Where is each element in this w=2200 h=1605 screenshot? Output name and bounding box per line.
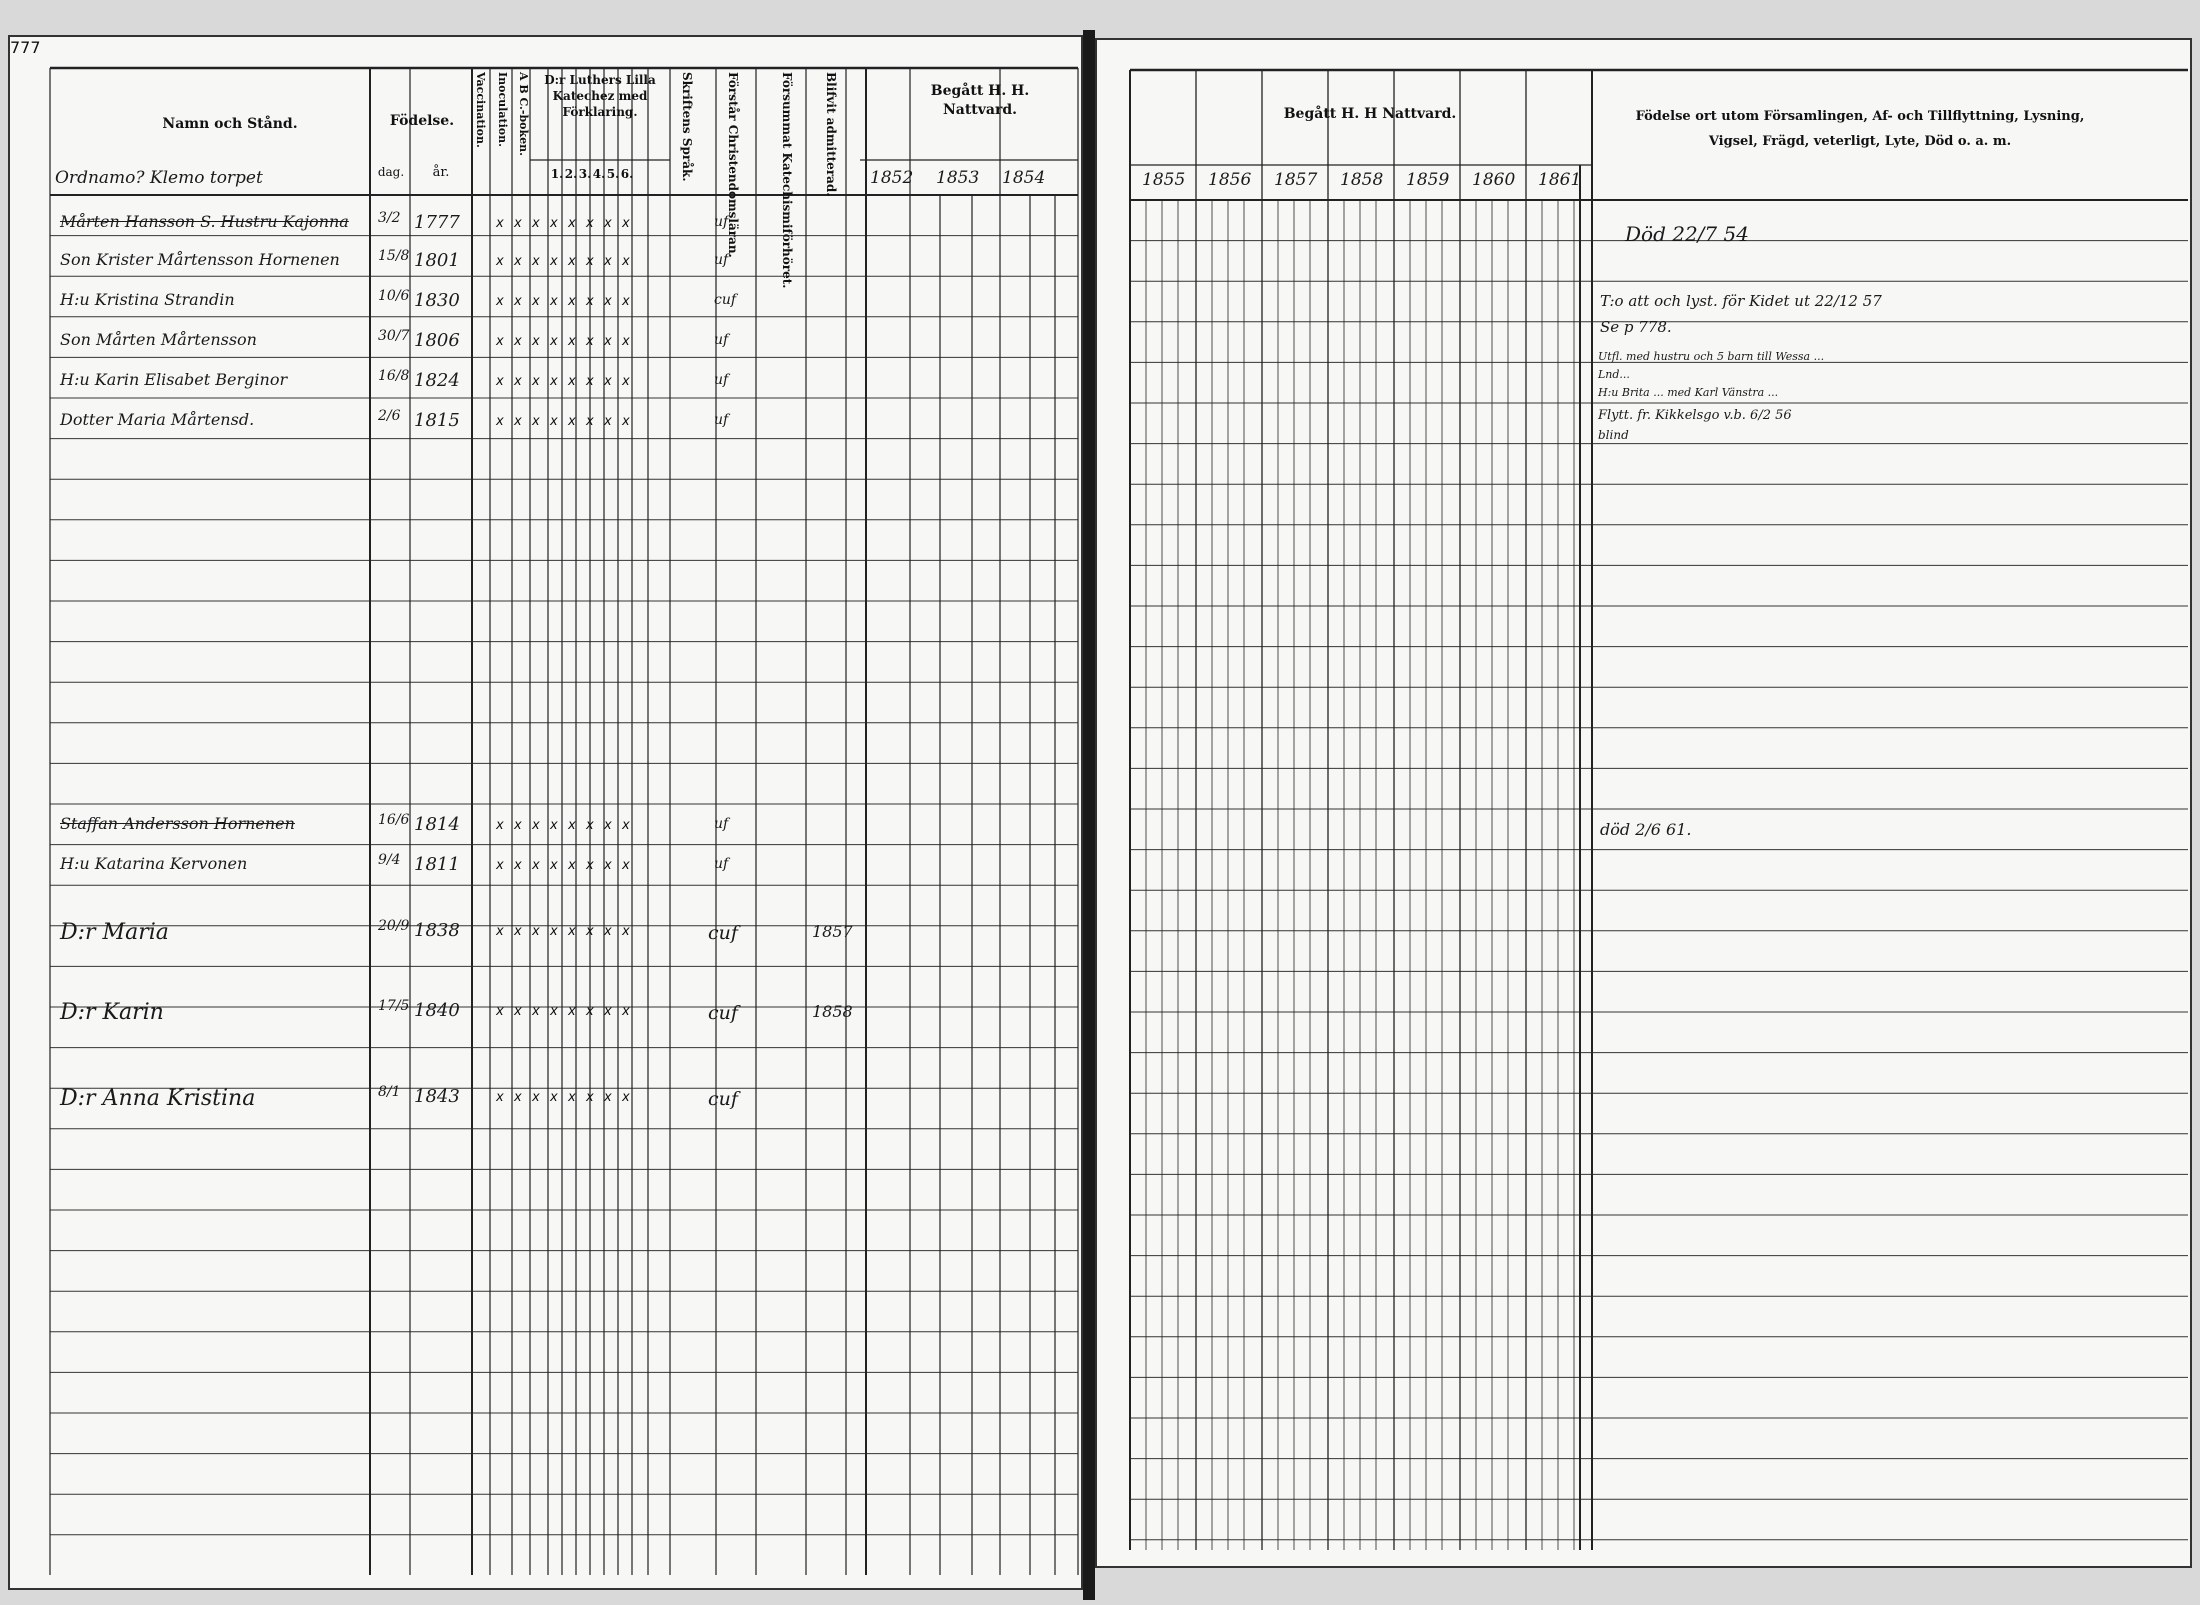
- person-language: uf: [714, 816, 729, 832]
- catechism-check-mark: x: [604, 374, 612, 389]
- catechism-check-mark: x: [568, 414, 576, 429]
- catechism-check-mark: x: [514, 254, 522, 269]
- header-notes: Födelse ort utom Församlingen, Af- och Tillflyttning, Lysning, Vigsel, Frägd, veterligt, Lyte, Död o. a. m.: [1635, 109, 2085, 149]
- catechism-check-mark: x: [496, 334, 504, 349]
- catechism-check-mark: x: [568, 216, 576, 231]
- catechism-check-mark: x: [622, 414, 630, 429]
- person-birth-day: 17/5: [378, 998, 410, 1014]
- header-admitted: Blifvit admitterad.: [824, 72, 838, 197]
- person-name: H:u Kristina Strandin: [60, 290, 235, 309]
- person-name: Son Krister Mårtensson Hornenen: [60, 250, 340, 269]
- catechism-check-mark: x: [514, 1004, 522, 1019]
- catechism-check-mark: x: [568, 334, 576, 349]
- person-name: Dotter Maria Mårtensd.: [60, 410, 255, 429]
- person-birth-year: 1843: [414, 1086, 460, 1107]
- person-birth-year: 1840: [414, 1000, 460, 1021]
- person-language: uf: [714, 214, 729, 230]
- catechism-check-mark: x: [604, 924, 612, 939]
- catechism-check-mark: x: [496, 924, 504, 939]
- catechism-check-mark: x: [604, 294, 612, 309]
- person-name: H:u Katarina Kervonen: [60, 854, 248, 873]
- catechism-check-mark: x: [496, 294, 504, 309]
- catechism-check-mark: x: [532, 1090, 540, 1105]
- catechism-check-mark: x: [622, 1090, 630, 1105]
- catechism-check-mark: x: [532, 374, 540, 389]
- luther-part-label: 1.: [550, 167, 564, 181]
- note-moved-from: Flytt. fr. Kikkelsgo v.b. 6/2 56: [1598, 408, 1792, 423]
- person-birth-day: 2/6: [378, 408, 401, 424]
- catechism-check-mark: x: [622, 924, 630, 939]
- person-birth-day: 16/6: [378, 812, 410, 828]
- catechism-check-mark: x: [586, 858, 594, 873]
- person-birth-day: 30/7: [378, 328, 410, 344]
- person-name: D:r Anna Kristina: [60, 1086, 256, 1111]
- note-death-staffan: död 2/6 61.: [1600, 820, 1692, 839]
- person-name: D:r Karin: [60, 1000, 164, 1025]
- person-birth-day: 20/9: [378, 918, 410, 934]
- catechism-check-mark: x: [586, 924, 594, 939]
- catechism-check-mark: x: [532, 414, 540, 429]
- catechism-check-mark: x: [532, 294, 540, 309]
- communion-year: 1853: [936, 168, 980, 188]
- person-name: Mårten Hansson S. Hustru Kajonna: [60, 212, 349, 231]
- person-birth-year: 1824: [414, 370, 460, 391]
- person-birth-year: 1838: [414, 920, 460, 941]
- catechism-check-mark: x: [550, 254, 558, 269]
- header-vaccination: Vaccination.: [474, 72, 487, 148]
- catechism-check-mark: x: [550, 924, 558, 939]
- communion-year: 1857: [1274, 170, 1318, 190]
- catechism-check-mark: x: [550, 334, 558, 349]
- note-emigration: Utfl. med hustru och 5 barn till Wessa ...: [1598, 350, 1825, 363]
- catechism-check-mark: x: [532, 1004, 540, 1019]
- catechism-check-mark: x: [586, 254, 594, 269]
- catechism-check-mark: x: [532, 216, 540, 231]
- catechism-check-mark: x: [514, 334, 522, 349]
- luther-part-label: 6.: [620, 167, 634, 181]
- communion-year: 1852: [870, 168, 914, 188]
- header-birth: Födelse.: [389, 113, 455, 129]
- catechism-check-mark: x: [622, 216, 630, 231]
- header-abc-book: A B C.-boken.: [517, 72, 530, 156]
- catechism-check-mark: x: [550, 374, 558, 389]
- header-inoculation: Inoculation.: [496, 72, 509, 147]
- note-blind: blind: [1598, 428, 1629, 442]
- catechism-check-mark: x: [568, 294, 576, 309]
- catechism-check-mark: x: [604, 818, 612, 833]
- catechism-check-mark: x: [604, 216, 612, 231]
- person-birth-day: 16/8: [378, 368, 410, 384]
- person-birth-year: 1801: [414, 250, 460, 271]
- header-writing: Skriftens Språk.: [680, 72, 694, 182]
- catechism-check-mark: x: [496, 254, 504, 269]
- catechism-check-mark: x: [514, 818, 522, 833]
- person-birth-year: 1806: [414, 330, 460, 351]
- catechism-check-mark: x: [568, 818, 576, 833]
- person-birth-year: 1815: [414, 410, 460, 431]
- person-birth-year: 1811: [414, 854, 460, 875]
- communion-year: 1856: [1208, 170, 1252, 190]
- catechism-check-mark: x: [514, 414, 522, 429]
- person-admitted-year: 1858: [812, 1002, 853, 1021]
- catechism-check-mark: x: [496, 1090, 504, 1105]
- catechism-check-mark: x: [568, 858, 576, 873]
- person-birth-day: 3/2: [378, 210, 401, 226]
- person-birth-year: 1777: [414, 212, 460, 233]
- catechism-check-mark: x: [532, 858, 540, 873]
- header-communion-right: Begått H. H Nattvard.: [1283, 106, 1457, 122]
- communion-year: 1854: [1002, 168, 1046, 188]
- person-language: uf: [714, 332, 729, 348]
- catechism-check-mark: x: [496, 414, 504, 429]
- catechism-check-mark: x: [514, 294, 522, 309]
- catechism-check-mark: x: [622, 294, 630, 309]
- catechism-check-mark: x: [550, 294, 558, 309]
- note-death: Död 22/7 54: [1625, 222, 1749, 246]
- person-language: cuf: [708, 1088, 738, 1110]
- person-birth-day: 9/4: [378, 852, 401, 868]
- person-language: uf: [714, 856, 729, 872]
- catechism-check-mark: x: [568, 254, 576, 269]
- catechism-check-mark: x: [604, 858, 612, 873]
- luther-part-label: 3.: [578, 167, 592, 181]
- catechism-check-mark: x: [550, 1090, 558, 1105]
- header-birth-day: dag.: [377, 165, 405, 179]
- catechism-check-mark: x: [586, 216, 594, 231]
- catechism-check-mark: x: [496, 216, 504, 231]
- person-admitted-year: 1857: [812, 922, 853, 941]
- person-language: cuf: [708, 1002, 738, 1024]
- catechism-check-mark: x: [622, 858, 630, 873]
- communion-year: 1860: [1472, 170, 1516, 190]
- catechism-check-mark: x: [496, 818, 504, 833]
- catechism-check-mark: x: [568, 924, 576, 939]
- header-name: Namn och Stånd.: [162, 116, 298, 132]
- catechism-check-mark: x: [586, 374, 594, 389]
- catechism-check-mark: x: [586, 294, 594, 309]
- header-communion-left: Begått H. H. Nattvard.: [930, 83, 1030, 118]
- catechism-check-mark: x: [586, 1090, 594, 1105]
- catechism-check-mark: x: [550, 858, 558, 873]
- header-luther-catechism: D:r Luthers Lilla Katechez med Förklaring.: [544, 73, 656, 120]
- person-birth-year: 1830: [414, 290, 460, 311]
- catechism-check-mark: x: [532, 924, 540, 939]
- catechism-check-mark: x: [550, 1004, 558, 1019]
- note-brita: H:u Brita ... med Karl Vänstra ...: [1598, 386, 1779, 399]
- catechism-check-mark: x: [604, 254, 612, 269]
- catechism-check-mark: x: [622, 254, 630, 269]
- page-number: 777: [10, 38, 41, 57]
- note-see-page: Se p 778.: [1600, 318, 1672, 336]
- catechism-check-mark: x: [604, 1090, 612, 1105]
- person-language: uf: [714, 252, 729, 268]
- person-birth-day: 15/8: [378, 248, 410, 264]
- catechism-check-mark: x: [622, 818, 630, 833]
- catechism-check-mark: x: [604, 414, 612, 429]
- catechism-check-mark: x: [514, 216, 522, 231]
- person-birth-day: 8/1: [378, 1084, 401, 1100]
- catechism-check-mark: x: [514, 858, 522, 873]
- luther-part-label: 4.: [592, 167, 606, 181]
- catechism-check-mark: x: [622, 1004, 630, 1019]
- catechism-check-mark: x: [586, 818, 594, 833]
- catechism-check-mark: x: [532, 334, 540, 349]
- person-name: Son Mårten Mårtensson: [60, 330, 257, 349]
- catechism-check-mark: x: [550, 414, 558, 429]
- catechism-check-mark: x: [568, 1004, 576, 1019]
- person-birth-year: 1814: [414, 814, 460, 835]
- person-language: uf: [714, 372, 729, 388]
- catechism-check-mark: x: [604, 1004, 612, 1019]
- person-language: cuf: [708, 922, 738, 944]
- catechism-check-mark: x: [568, 1090, 576, 1105]
- luther-part-label: 5.: [606, 167, 620, 181]
- person-name: D:r Maria: [60, 920, 169, 945]
- catechism-check-mark: x: [496, 858, 504, 873]
- luther-part-label: 2.: [564, 167, 578, 181]
- communion-year: 1855: [1142, 170, 1186, 190]
- catechism-check-mark: x: [604, 334, 612, 349]
- person-language: uf: [714, 412, 729, 428]
- person-name: Staffan Andersson Hornenen: [60, 814, 295, 833]
- catechism-check-mark: x: [622, 334, 630, 349]
- catechism-check-mark: x: [550, 216, 558, 231]
- header-christendom: Förstår Christendomsläran.: [726, 72, 740, 258]
- note-landed: Lnd...: [1598, 368, 1630, 381]
- note-moved: T:o att och lyst. för Kidet ut 22/12 57: [1600, 292, 1882, 310]
- catechism-check-mark: x: [586, 334, 594, 349]
- person-language: cuf: [714, 292, 737, 308]
- person-name: H:u Karin Elisabet Berginor: [60, 370, 288, 389]
- communion-year: 1859: [1406, 170, 1450, 190]
- catechism-check-mark: x: [586, 1004, 594, 1019]
- catechism-check-mark: x: [532, 818, 540, 833]
- catechism-check-mark: x: [568, 374, 576, 389]
- catechism-check-mark: x: [514, 374, 522, 389]
- catechism-check-mark: x: [496, 1004, 504, 1019]
- catechism-check-mark: x: [622, 374, 630, 389]
- person-birth-day: 10/6: [378, 288, 410, 304]
- header-birth-year: år.: [432, 165, 450, 180]
- catechism-check-mark: x: [496, 374, 504, 389]
- communion-year: 1858: [1340, 170, 1384, 190]
- catechism-check-mark: x: [514, 924, 522, 939]
- header-neglected: Försummat Katechismiförhöret.: [780, 72, 794, 289]
- catechism-check-mark: x: [550, 818, 558, 833]
- catechism-check-mark: x: [532, 254, 540, 269]
- communion-year: 1861: [1538, 170, 1582, 190]
- catechism-check-mark: x: [586, 414, 594, 429]
- household-heading: Ordnamo? Klemo torpet: [55, 168, 263, 188]
- catechism-check-mark: x: [514, 1090, 522, 1105]
